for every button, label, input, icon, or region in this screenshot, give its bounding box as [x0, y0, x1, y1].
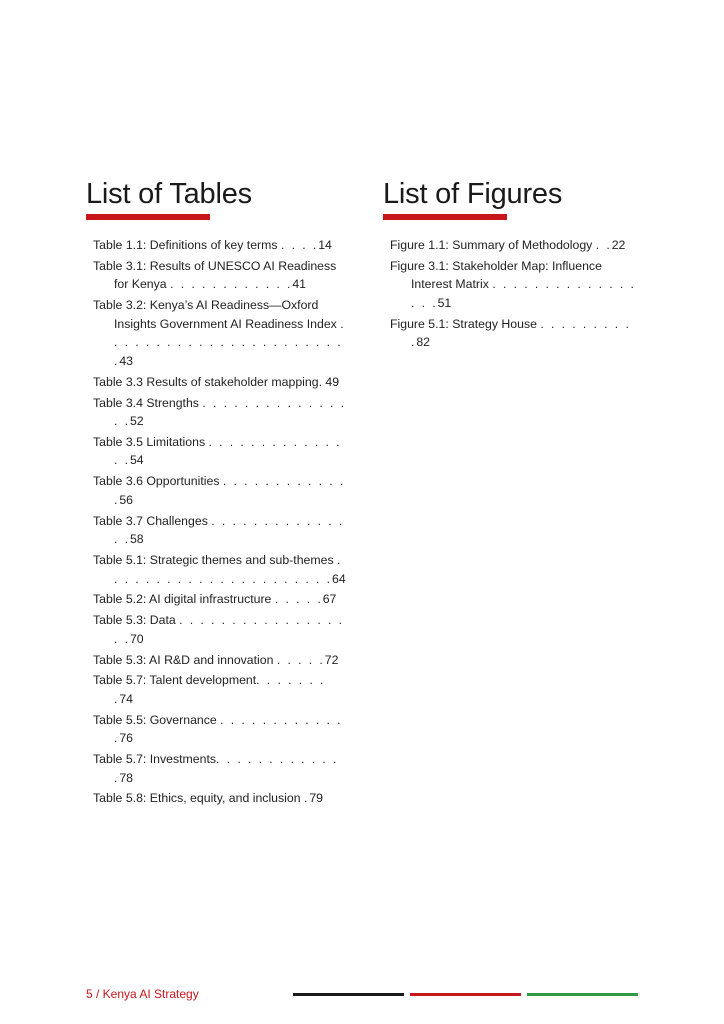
entry-leader: . . . . .	[274, 592, 323, 607]
list-item[interactable]	[93, 512, 348, 549]
list-item[interactable]	[390, 315, 645, 352]
entry-leader: . . . . .	[276, 652, 325, 667]
list-item[interactable]	[390, 257, 645, 313]
entry-page-number: 67	[322, 592, 337, 607]
entry-leader: . . . . . . . . . . . . . . . .	[114, 395, 346, 429]
list-item[interactable]	[93, 257, 348, 294]
entry-title: Table 5.3: Data	[93, 613, 180, 628]
entry-leader: . . . . . . . . . .	[411, 316, 631, 350]
entry-leader: . . . . . . . . . . . . . . .	[114, 434, 342, 468]
list-item[interactable]	[93, 236, 348, 255]
list-item[interactable]	[93, 433, 348, 470]
entry-title: Table 5.3: AI R&D and innovation	[93, 652, 277, 667]
entry-page-number: 78	[119, 770, 134, 785]
list-item[interactable]	[93, 651, 348, 670]
entry-title: Table 5.7: Investments	[93, 752, 217, 767]
entry-page-number: 79	[309, 791, 324, 806]
entry-title: Figure 3.1: Stakeholder Map: Influence Interest Matrix	[390, 258, 602, 292]
entry-page-number: 58	[129, 532, 144, 547]
entry-page-number: 76	[119, 731, 134, 746]
list-item[interactable]	[93, 551, 348, 588]
entry-leader: . . . . . . . . . . . . . . .	[114, 513, 345, 547]
heading-underline	[383, 214, 507, 220]
list-item[interactable]	[93, 611, 348, 648]
list-item[interactable]	[93, 373, 348, 392]
list-of-tables-section	[86, 176, 348, 810]
list-of-tables-heading: List of Tables	[86, 178, 252, 210]
entry-page-number: 49	[325, 374, 340, 389]
entry-title: Figure 1.1: Summary of Methodology	[390, 238, 596, 252]
entry-title: Table 5.2: AI digital infrastructure	[93, 592, 275, 607]
entry-page-number: 51	[437, 295, 452, 310]
entry-leader: . . . . . . . . . . . . . . . . . . . . . .	[114, 553, 343, 586]
footer-flag-bar-black	[293, 993, 404, 996]
entry-leader: .	[304, 791, 310, 806]
entry-leader: . . . . . . . . . . . .	[170, 277, 293, 292]
footer-flag-bar-green	[527, 993, 638, 996]
entry-page-number: 72	[324, 652, 339, 667]
entry-page-number: 14	[318, 238, 332, 252]
entry-leader: . . . . . . . . . . . . . . . . .	[411, 277, 636, 310]
entry-leader: . . . . . . . . . . . . .	[114, 474, 346, 507]
entry-title: Table 5.7: Talent development	[93, 673, 257, 688]
entry-title: Table 3.7 Challenges	[93, 513, 212, 528]
list-item[interactable]	[93, 711, 348, 748]
entry-title: Table 5.1: Strategic themes and sub-themes	[93, 553, 338, 567]
list-item[interactable]	[93, 394, 348, 431]
list-item[interactable]	[93, 671, 348, 708]
entry-leader: . . . .	[280, 238, 319, 252]
entry-leader: . . . . . . . . . . . . .	[114, 752, 339, 785]
list-item[interactable]	[93, 789, 348, 808]
list-item[interactable]	[93, 296, 348, 370]
entry-page-number: 52	[129, 414, 144, 429]
entry-leader: . . . . . . . . . . . . .	[114, 712, 343, 746]
list-of-figures-section	[383, 176, 645, 354]
list-of-figures-heading: List of Figures	[383, 178, 563, 210]
entry-title: Table 3.2: Kenya’s AI Readiness—Oxford Insights Government AI Readiness Index	[93, 298, 341, 331]
entry-leader: . . . . . . . .	[114, 673, 326, 706]
entry-page-number: 74	[119, 691, 134, 706]
entry-title: Table 3.4 Strengths	[93, 395, 203, 410]
list-item[interactable]	[93, 472, 348, 509]
entry-title: Table 5.8: Ethics, equity, and inclusion	[93, 791, 304, 806]
tables-list	[86, 236, 348, 808]
page-footer-label: 5 / Kenya AI Strategy	[86, 987, 199, 1001]
entry-leader: . . . . . . . . . . . . . . . . . . . . . . . .	[114, 316, 346, 368]
list-item[interactable]	[390, 236, 645, 255]
entry-title: Table 3.3 Results of stakeholder mapping.	[93, 374, 326, 389]
figures-list	[383, 236, 645, 352]
list-item[interactable]	[93, 590, 348, 609]
entry-page-number: 64	[331, 571, 346, 586]
entry-page-number: 41	[292, 277, 307, 292]
entry-page-number: 43	[119, 353, 134, 368]
heading-underline	[86, 214, 210, 220]
entry-title: Table 3.1: Results of UNESCO AI Readiness for Kenya	[93, 258, 337, 292]
footer-flag-bar-red	[410, 993, 521, 996]
entry-page-number: 56	[119, 492, 134, 507]
entry-title: Table 3.5 Limitations	[93, 434, 209, 449]
entry-page-number: 54	[129, 453, 144, 468]
list-item[interactable]	[93, 750, 348, 787]
entry-page-number: 82	[416, 335, 431, 350]
entry-title: Table 3.6 Opportunities	[93, 474, 223, 489]
entry-title: Table 5.5: Governance	[93, 712, 221, 727]
entry-title: Table 1.1: Definitions of key terms	[93, 238, 281, 252]
entry-page-number: 22	[611, 238, 626, 252]
entry-leader: . . . . . . . . . . . . . . . . . .	[114, 613, 344, 646]
entry-title: Figure 5.1: Strategy House	[390, 316, 541, 331]
entry-page-number: 70	[129, 631, 144, 646]
entry-leader: . .	[595, 238, 612, 252]
